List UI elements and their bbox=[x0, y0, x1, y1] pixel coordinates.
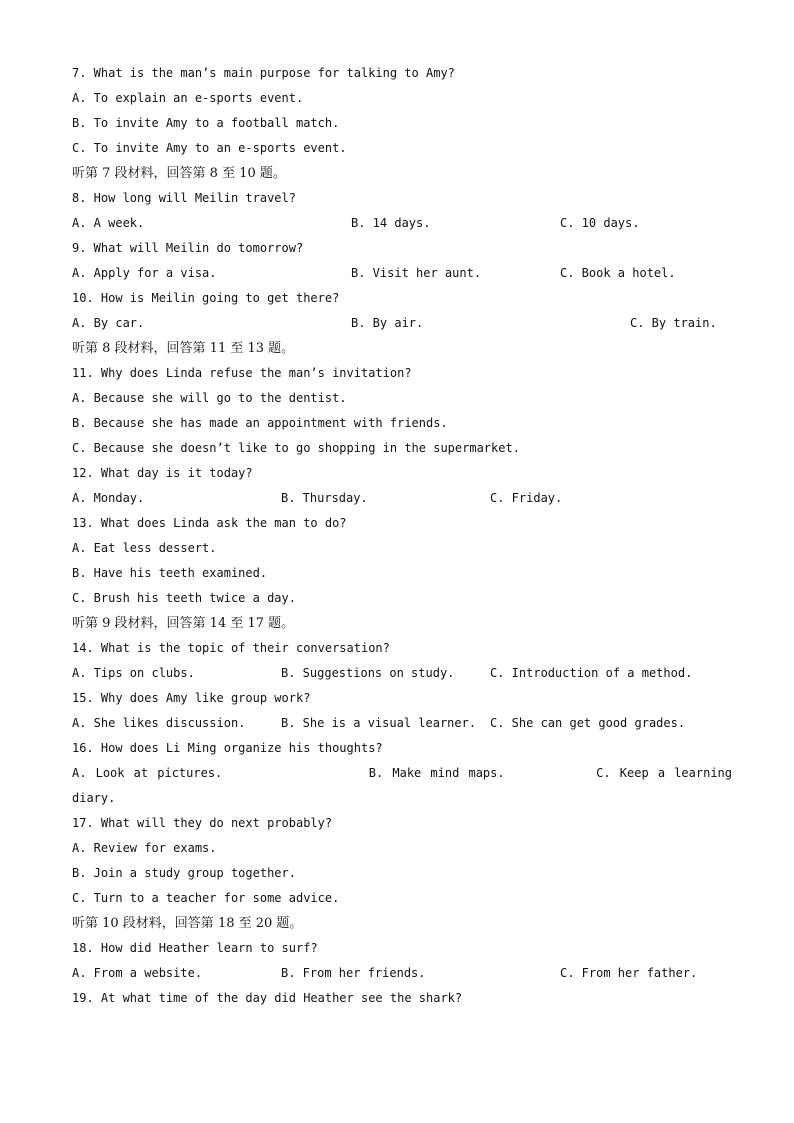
options-row-18 bbox=[72, 961, 732, 986]
question-9: 9. What will Meilin do tomorrow? bbox=[72, 241, 304, 255]
options-row-14 bbox=[72, 661, 732, 686]
option-12c: C. Friday. bbox=[490, 491, 563, 505]
option-9c: C. Book a hotel. bbox=[560, 266, 676, 280]
question-11: 11. Why does Linda refuse the man’s invitation? bbox=[72, 366, 412, 380]
options-row-9 bbox=[72, 261, 732, 286]
option-8b: B. 14 days. bbox=[351, 216, 431, 230]
option-13c: C. Brush his teeth twice a day. bbox=[72, 591, 296, 605]
section-heading-8: 听第 8 段材料，回答第 11 至 13 题。 bbox=[72, 341, 295, 356]
option-13a: A. Eat less dessert. bbox=[72, 541, 217, 555]
question-16: 16. How does Li Ming organize his thoughts? bbox=[72, 741, 383, 755]
option-17c: C. Turn to a teacher for some advice. bbox=[72, 891, 340, 905]
option-17b: B. Join a study group together. bbox=[72, 866, 296, 880]
question-17: 17. What will they do next probably? bbox=[72, 816, 333, 830]
option-16c-continued: diary. bbox=[72, 791, 116, 805]
option-14a: A. Tips on clubs. bbox=[72, 666, 195, 680]
option-10c: C. By train. bbox=[630, 316, 717, 330]
option-12b: B. Thursday. bbox=[281, 491, 368, 505]
question-14: 14. What is the topic of their conversation? bbox=[72, 641, 390, 655]
options-row-8 bbox=[72, 211, 732, 236]
option-8a: A. A week. bbox=[72, 216, 145, 230]
option-9b: B. Visit her aunt. bbox=[351, 266, 482, 280]
options-row-15 bbox=[72, 711, 732, 736]
option-14c: C. Introduction of a method. bbox=[490, 666, 693, 680]
question-10: 10. How is Meilin going to get there? bbox=[72, 291, 340, 305]
option-7b: B. To invite Amy to a football match. bbox=[72, 116, 340, 130]
option-14b: B. Suggestions on study. bbox=[281, 666, 455, 680]
question-19: 19. At what time of the day did Heather see the shark? bbox=[72, 991, 463, 1005]
option-15a: A. She likes discussion. bbox=[72, 716, 246, 730]
section-heading-7: 听第 7 段材料，回答第 8 至 10 题。 bbox=[72, 166, 286, 181]
section-heading-9: 听第 9 段材料，回答第 14 至 17 题。 bbox=[72, 616, 295, 631]
question-8: 8. How long will Meilin travel? bbox=[72, 191, 296, 205]
option-10a: A. By car. bbox=[72, 316, 145, 330]
option-18c: C. From her father. bbox=[560, 966, 698, 980]
options-row-16: A. Look at pictures. B. Make mind maps. C. Keep a learning bbox=[72, 766, 732, 780]
option-18a: A. From a website. bbox=[72, 966, 203, 980]
question-12: 12. What day is it today? bbox=[72, 466, 253, 480]
option-17a: A. Review for exams. bbox=[72, 841, 217, 855]
option-13b: B. Have his teeth examined. bbox=[72, 566, 268, 580]
option-8c: C. 10 days. bbox=[560, 216, 640, 230]
options-row-10 bbox=[72, 311, 732, 336]
option-9a: A. Apply for a visa. bbox=[72, 266, 217, 280]
options-row-12 bbox=[72, 486, 732, 511]
question-13: 13. What does Linda ask the man to do? bbox=[72, 516, 347, 530]
option-10b: B. By air. bbox=[351, 316, 424, 330]
option-7c: C. To invite Amy to an e-sports event. bbox=[72, 141, 347, 155]
option-15c: C. She can get good grades. bbox=[490, 716, 686, 730]
option-12a: A. Monday. bbox=[72, 491, 145, 505]
question-15: 15. Why does Amy like group work? bbox=[72, 691, 311, 705]
question-18: 18. How did Heather learn to surf? bbox=[72, 941, 318, 955]
option-18b: B. From her friends. bbox=[281, 966, 426, 980]
option-11c: C. Because she doesn’t like to go shopping in the supermarket. bbox=[72, 441, 520, 455]
question-7: 7. What is the man’s main purpose for talking to Amy? bbox=[72, 66, 455, 80]
option-11a: A. Because she will go to the dentist. bbox=[72, 391, 347, 405]
option-15b: B. She is a visual learner. bbox=[281, 716, 477, 730]
option-7a: A. To explain an e-sports event. bbox=[72, 91, 304, 105]
option-11b: B. Because she has made an appointment with friends. bbox=[72, 416, 448, 430]
section-heading-10: 听第 10 段材料，回答第 18 至 20 题。 bbox=[72, 916, 303, 931]
